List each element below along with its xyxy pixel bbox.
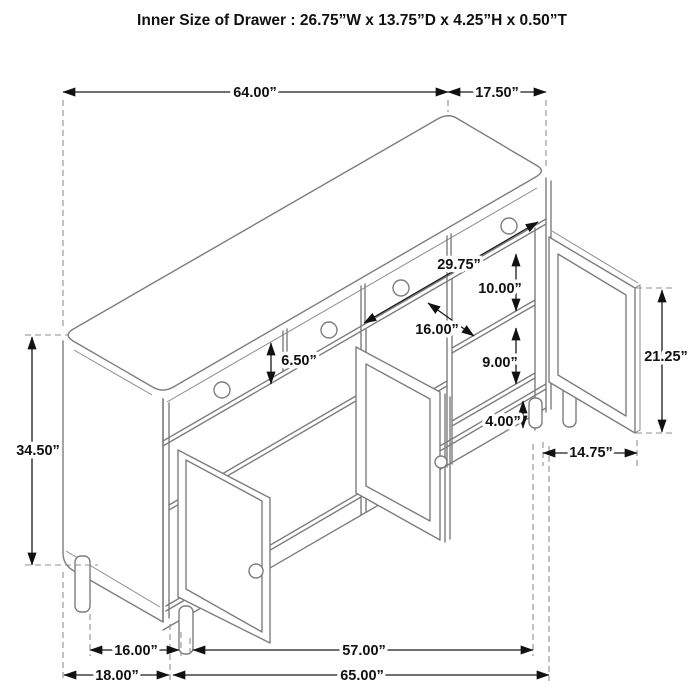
dim-left-base-width [64, 668, 169, 684]
dim-upper-shelf-space [478, 254, 522, 311]
dim-opening-width-label: 29.75” [437, 257, 481, 273]
dim-top-width-label: 64.00” [233, 85, 277, 101]
dim-lower-shelf-space [482, 328, 517, 384]
dim-top-depth [448, 85, 546, 101]
dim-top-depth-label: 17.50” [475, 85, 519, 101]
dim-drawer-front-height [271, 343, 317, 384]
drawer-knob [214, 382, 230, 398]
middle-door-knob [435, 456, 447, 468]
dim-door-width [543, 445, 637, 461]
shelf-right-upper [452, 300, 535, 353]
drawer-divider [361, 284, 365, 326]
drawer-knob [393, 280, 409, 296]
dim-door-width-label: 14.75” [569, 445, 613, 461]
dim-overall-height-label: 34.50” [16, 443, 60, 459]
dim-left-base-width-label: 18.00” [95, 668, 139, 684]
dim-overall-height [16, 337, 60, 565]
drawer-knob [321, 322, 337, 338]
cabinet-drawing [63, 116, 640, 654]
drawer-knob [501, 218, 517, 234]
dim-door-height-label: 21.25” [644, 349, 688, 365]
dim-right-section-width [193, 643, 533, 659]
dim-upper-shelf-space-label: 10.00” [478, 281, 522, 297]
dim-shelf-depth-label: 16.00” [415, 322, 459, 338]
dim-left-section-width-label: 16.00” [114, 643, 158, 659]
dim-overall-base-width [173, 668, 549, 684]
dim-drawer-front-height-label: 6.50” [281, 353, 317, 369]
dim-lower-shelf-space-label: 9.00” [482, 355, 518, 371]
dim-right-section-width-label: 57.00” [342, 643, 386, 659]
dim-overall-base-width-label: 65.00” [340, 668, 384, 684]
dim-left-section-width [90, 643, 179, 659]
middle-door-open [356, 347, 450, 542]
left-door-knob [249, 564, 263, 578]
dim-shelf-depth [415, 303, 474, 338]
dim-leg-height-label: 4.00” [485, 414, 521, 430]
dim-top-width [63, 85, 448, 101]
dim-door-height [644, 290, 688, 432]
diagram-title: Inner Size of Drawer : 26.75”W x 13.75”D x 4.25”H x 0.50”T [137, 12, 567, 29]
